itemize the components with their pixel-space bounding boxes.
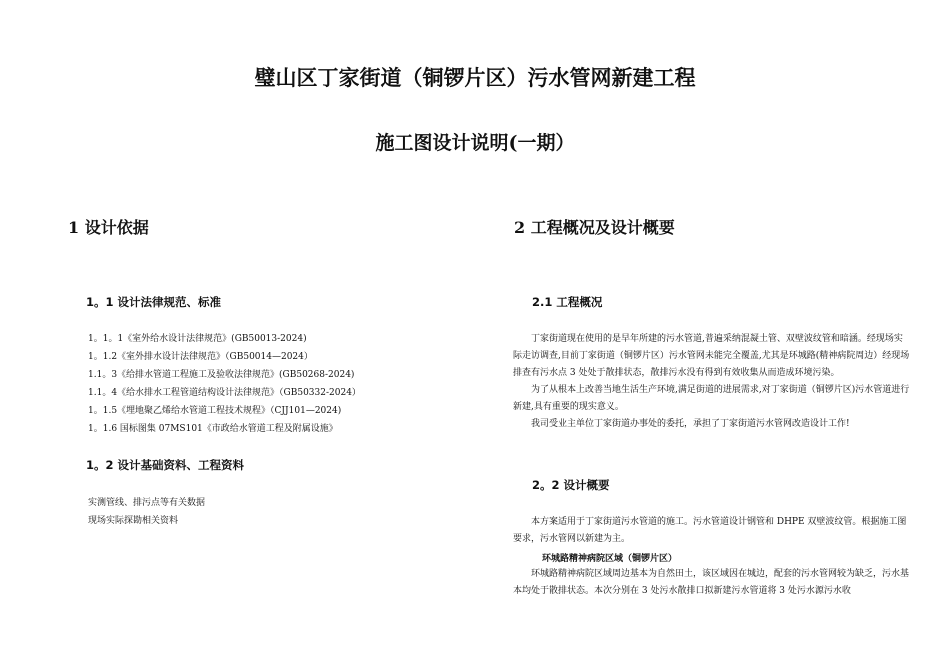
list-item: 现场实际探勘相关资料 [88,516,179,526]
list-item: 1。1.2《室外排水设计法律规范》（GB50014—2024） [88,352,313,362]
section-1-heading: 1 设计依据 [68,218,149,237]
section-1-1-heading: 1。1 设计法律规范、标准 [86,295,222,309]
paragraph: 环城路精神病院区域周边基本为自然田土，该区域因在城边，配套的污水管网较为缺乏，污水基本均处于散排状态。本次分别在 3 处污水散排口拟新建污水管道将 3 处污水源污水收 [513,569,910,596]
paragraph: 为了从根本上改善当地生活生产环境,满足街道的进展需求,对丁家街道（铜锣片区)污水管道进行新建,具有重要的现实意义。 [513,385,910,412]
list-item: 1.1。4《给水排水工程管道结构设计法律规范》（GB50332-2024） [88,388,361,398]
materials-list [88,494,205,530]
section-2-2-heading: 2。2 设计概要 [532,478,610,492]
paragraph: 丁家街道现在使用的是早年所建的污水管道,普遍采纳混凝土管、双壁波纹管和暗涵。经现场实际走访调查,目前丁家街道（铜锣片区）污水管网未能完全覆盖,尤其是环城路(精神病院周边）经现场排查有污水点 3 处处于散排状态，散排污水没有得到有效收集从而造成环境污染。 [513,334,910,378]
list-item: 1。1.6 国标图集 07MS101《市政给水管道工程及附属设施》 [88,424,338,434]
document-title: 璧山区丁家街道（铜锣片区）污水管网新建工程 [254,65,696,90]
paragraph: 本方案适用于丁家街道污水管道的施工。污水管道设计钢管和 DHPE 双壁波纹管。根据施工图要求，污水管网以新建为主。 [513,517,907,544]
section-1-2-heading: 1。2 设计基础资料、工程资料 [86,458,245,472]
list-item: 1.1。3《给排水管道工程施工及验收法律规范》(GB50268-2024) [88,370,355,380]
paragraph: 我司受业主单位丁家街道办事处的委托，承担了丁家街道污水管网改造设计工作! [531,419,850,429]
standards-list [88,330,361,438]
design-summary [513,514,911,548]
list-item: 1。1.5《埋地聚乙烯给水管道工程技术规程》（CJJ101—2024) [88,406,342,416]
section-2-1-heading: 2.1 工程概况 [532,295,603,309]
list-item: 1。1。1《室外给水设计法律规范》(GB50013-2024) [88,334,307,344]
area-subheading: 环城路精神病院区域（铜锣片区） [542,554,678,564]
document-subtitle: 施工图设计说明(一期） [375,132,575,154]
list-item: 实测管线、排污点等有关数据 [88,498,206,508]
area-description [513,566,911,600]
section-2-heading: 2 工程概况及设计概要 [514,218,675,237]
project-overview [513,331,911,433]
